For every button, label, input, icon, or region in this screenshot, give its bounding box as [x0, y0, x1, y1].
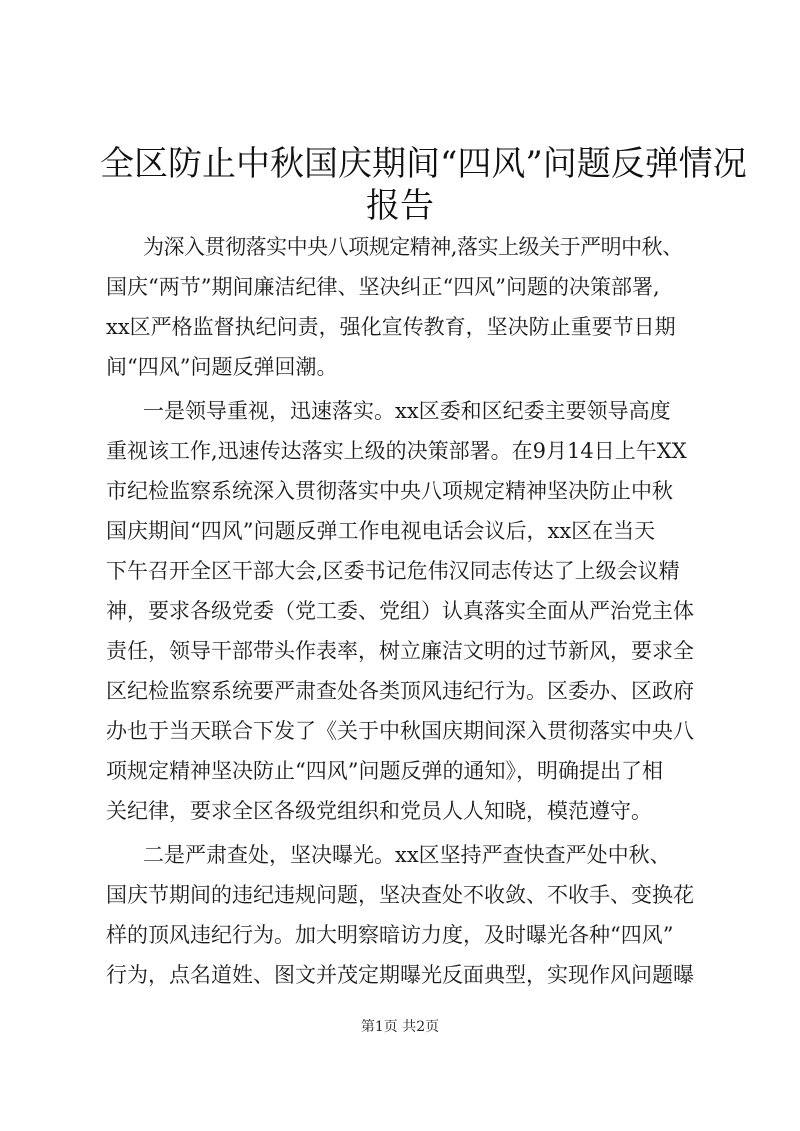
body-line: 样的顶风违纪行为。加大明察暗访力度，及时曝光各种“四风”: [106, 923, 674, 947]
body-line: 项规定精神坚决防止“四风”问题反弹的通知》，明确提出了相: [106, 759, 663, 783]
body-line: 关纪律，要求全区各级党组织和党员人人知晓，模范遵守。: [106, 799, 652, 823]
body-line: 重视该工作,迅速传达落实上级的决策部署。在9月14日上午XX: [106, 439, 687, 463]
body-line: xx区严格监督执纪问责，强化宣传教育，坚决防止重要节日期: [106, 315, 676, 339]
page-footer: 第1页 共2页: [360, 1019, 440, 1035]
body-line: 国庆“两节”期间廉洁纪律、坚决纠正“四风”问题的决策部署,: [106, 275, 660, 299]
body-line: 下午召开全区干部大会,区委书记危伟汉同志传达了上级会议精: [106, 559, 680, 583]
body-line: 国庆期间“四风”问题反弹工作电视电话会议后，xx区在当天: [106, 519, 656, 543]
body-line: 行为，点名道姓、图文并茂定期曝光反面典型，实现作风问题曝: [106, 963, 694, 987]
body-line: 区纪检监察系统要严肃查处各类顶风违纪行为。区委办、区政府: [106, 679, 694, 703]
body-line: 责任，领导干部带头作表率，树立廉洁文明的过节新风，要求全: [106, 639, 694, 663]
body-line: 为深入贯彻落实中央八项规定精神,落实上级关于严明中秋、: [143, 235, 683, 259]
body-line: 市纪检监察系统深入贯彻落实中央八项规定精神坚决防止中秋: [106, 479, 673, 503]
body-line: 一是领导重视，迅速落实。xx区委和区纪委主要领导高度: [143, 399, 671, 423]
body-line: 办也于当天联合下发了《关于中秋国庆期间深入贯彻落实中央八: [106, 719, 694, 743]
document-title-line-1: 全区防止中秋国庆期间“四风”问题反弹情况: [100, 144, 747, 184]
body-line: 神，要求各级党委（党工委、党组）认真落实全面从严治党主体: [106, 599, 694, 623]
body-line: 国庆节期间的违纪违规问题，坚决查处不收敛、不收手、变换花: [106, 883, 694, 907]
document-title-line-2: 报告: [366, 186, 434, 226]
body-line: 间“四风”问题反弹回潮。: [106, 355, 338, 379]
body-line: 二是严肃查处，坚决曝光。xx区坚持严查快查严处中秋、: [143, 843, 671, 867]
